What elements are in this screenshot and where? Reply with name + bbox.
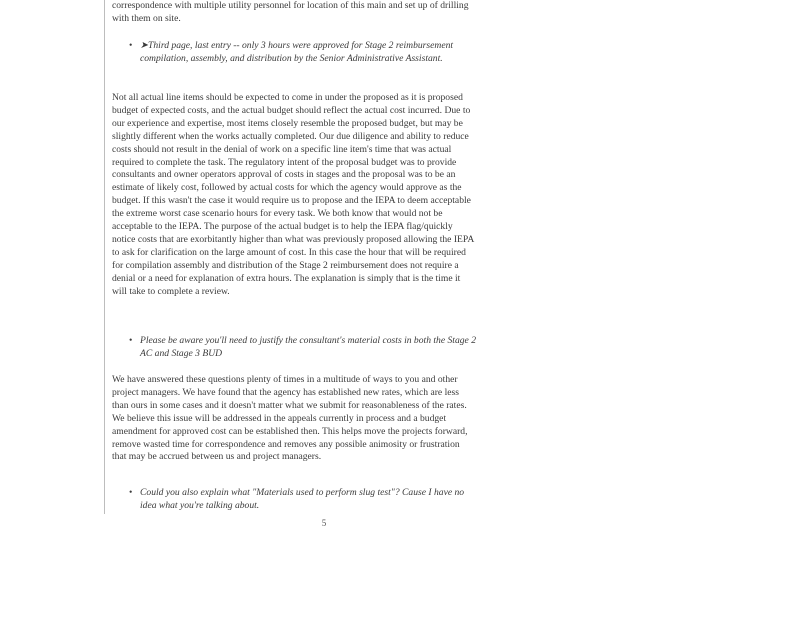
body-paragraph-2: We have answered these questions plenty of times in a multitude of ways to you and other project managers. We have found that the agency has established new rates, which are less than ours in some cases and it doesn't matter what we submit for reasonableness of the rates. We believe this issue will be addressed in the appeals currently in process and a budget amendment for approved cost can be established then. This helps move the projects forward, remove wasted time for correspondence and removes any possible animosity or frustration that may be accrued between us and project managers. — [112, 374, 468, 463]
bullet-dot: • — [129, 40, 133, 51]
bullet-text-2: Please be aware you'll need to justify the consultant's material costs in both the Stage 2 AC and Stage 3 BUD — [140, 335, 477, 359]
top-paragraph: correspondence with multiple utility personnel for location of this main and set up of drilling with them on site. — [112, 0, 469, 24]
bullet-item-3 — [112, 487, 476, 513]
bullet-text-1: ➤Third page, last entry -- only 3 hours were approved for Stage 2 reimbursement compilation, assembly, and distribution by the Senior Administrative Assistant. — [140, 40, 454, 64]
body-paragraph-1: Not all actual line items should be expected to come in under the proposed as it is proposed budget of expected costs, and the actual budget should reflect the actual cost incurred. Due to our experience and expertise, most items closely resemble the proposed budget, but may be slightly different when the works actually completed. Our due diligence and ability to reduce costs should not result in the denial of work on a specific line item's time that was actual required to complete the task. The regulatory intent of the proposal budget was to provide consultants and owner operators approval of costs in stages and the proposal was to be an estimate of likely cost, followed by actual costs for which the agency would approve as the budget. If this wasn't the case it would require us to propose and the IEPA to deem acceptable the extreme worst case scenario hours for every task. We both know that would not be acceptable to the IEPA. The purpose of the actual budget is to help the IEPA flag/quickly notice costs that are exorbitantly higher than what was previously proposed allowing the IEPA to ask for clarification on the large amount of cost. In this case the hour that will be required for compilation assembly and distribution of the Stage 2 reimbursement does not require a denial or a need for explanation of extra hours. The explanation is simply that is the time it will take to complete a review. — [112, 92, 474, 297]
bullet-dot: • — [129, 487, 133, 498]
bullet-item-1 — [112, 40, 476, 66]
bullet-dot: • — [129, 335, 133, 346]
bullet-text-3: Could you also explain what "Materials used to perform slug test"? Cause I have no idea what you're talking about. — [140, 487, 465, 511]
left-margin-rule — [104, 0, 105, 514]
bullet-item-2 — [112, 335, 476, 361]
page-number: 5 — [321, 518, 327, 528]
